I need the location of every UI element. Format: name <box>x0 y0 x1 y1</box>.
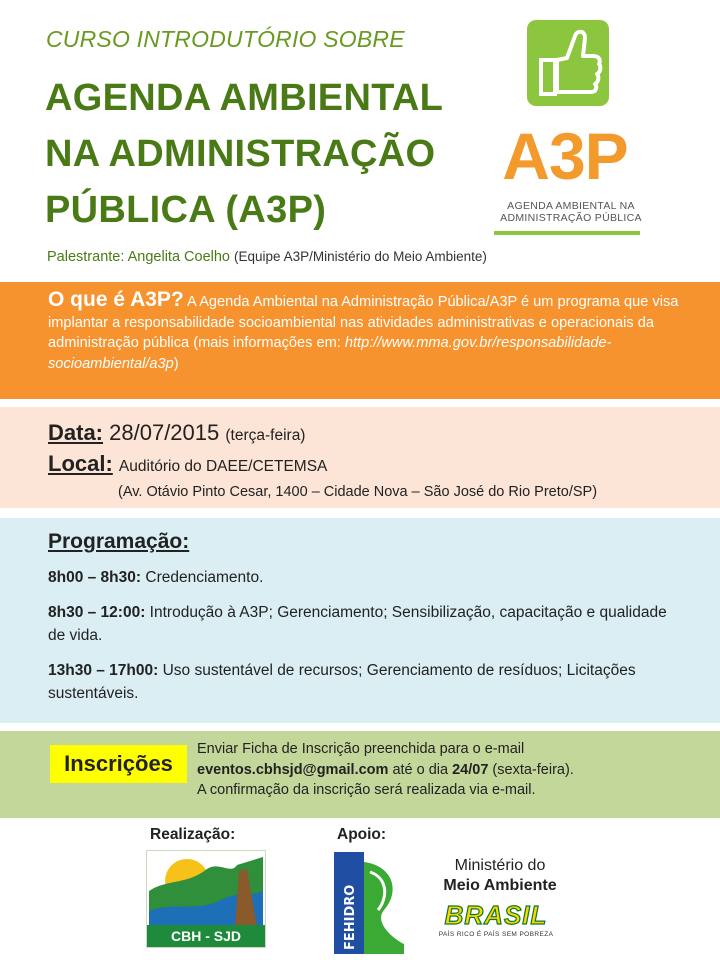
registration-mid: até o dia <box>388 761 453 778</box>
thumbs-up-icon <box>527 20 609 106</box>
about-section <box>0 282 720 399</box>
location-address: (Av. Otávio Pinto Cesar, 1400 – Cidade Nova – São José do Rio Preto/SP) <box>118 484 598 500</box>
a3p-caption <box>496 200 646 224</box>
title-line-2: NA ADMINISTRAÇÃO <box>45 133 436 175</box>
registration-end: (sexta-feira). <box>488 761 574 778</box>
fehidro-name: FEHIDRO <box>343 884 358 950</box>
location-value: Auditório do DAEE/CETEMSA <box>118 458 328 475</box>
program-section <box>0 518 720 723</box>
date-value: 28/07/2015 <box>109 420 220 445</box>
program-time: 8h30 – 12:00: <box>48 604 146 621</box>
title-line-3: PÚBLICA (A3P) <box>45 189 327 231</box>
course-subtitle: CURSO INTRODUTÓRIO SOBRE <box>46 26 405 52</box>
speaker-affiliation: (Equipe A3P/Ministério do Meio Ambiente) <box>234 249 487 264</box>
about-close: ) <box>173 355 179 372</box>
fehidro-logo <box>334 852 406 954</box>
cbh-name: CBH - SJD <box>147 925 265 947</box>
program-time: 13h30 – 17h00: <box>48 662 159 679</box>
header <box>0 0 720 282</box>
speaker <box>47 249 487 265</box>
registration-email[interactable]: eventos.cbhsjd@gmail.com <box>197 761 389 778</box>
mma-line-1: Ministério do <box>454 857 546 874</box>
program-item <box>48 659 680 705</box>
program-heading: Programação: <box>48 530 190 553</box>
speaker-name: Palestrante: Angelita Coelho <box>47 249 230 265</box>
date-row <box>48 419 720 450</box>
program-time: 8h00 – 8h30: <box>48 569 142 586</box>
a3p-underline <box>494 231 640 235</box>
program-item <box>48 566 680 589</box>
date-weekday: (terça-feira) <box>225 427 306 444</box>
program-text: Introdução à A3P; Gerenciamento; Sensibilização, capacitação e qualidade de vida. <box>48 604 667 644</box>
brasil-word: BRASIL <box>444 900 548 930</box>
a3p-caption-line-1: AGENDA AMBIENTAL NA <box>507 200 635 212</box>
program-text: Credenciamento. <box>141 569 264 586</box>
about-link[interactable]: http://www.mma.gov.br/responsabilidade-socioambiental/a3p <box>48 335 612 372</box>
registration-section <box>0 731 720 818</box>
about-question: O que é A3P? <box>48 288 184 311</box>
title-line-1: AGENDA AMBIENTAL <box>45 77 444 119</box>
a3p-logo <box>490 20 640 242</box>
location-row <box>48 450 720 481</box>
registration-line-3: A confirmação da inscrição será realizada via e-mail. <box>197 782 536 798</box>
about-text: A Agenda Ambiental na Administração Pública/A3P é um programa que visa implantar a responsabilidade socioambiental nas atividades administrativas e operacionais da administração pública (mais informações em: <box>48 294 679 351</box>
program-item <box>48 601 680 647</box>
realizacao-label: Realização: <box>150 826 236 843</box>
program-text: Uso sustentável de recursos; Gerenciamento de resíduos; Licitações sustentáveis. <box>48 662 636 702</box>
a3p-caption-line-2: ADMINISTRAÇÃO PÚBLICA <box>500 212 642 224</box>
location-label: Local: <box>48 451 113 476</box>
cbh-sjd-logo <box>146 850 266 948</box>
brasil-slogan: PAÍS RICO É PAÍS SEM POBREZA <box>438 931 554 938</box>
registration-deadline: 24/07 <box>452 761 489 778</box>
cbh-landscape-icon <box>147 851 265 927</box>
apoio-label: Apoio: <box>337 826 387 843</box>
registration-line-1: Enviar Ficha de Inscrição preenchida para o e-mail <box>197 741 525 757</box>
mma-logo <box>420 856 580 896</box>
footer <box>0 818 720 960</box>
course-title <box>45 70 443 238</box>
brasil-logo <box>435 900 557 940</box>
registration-text <box>197 739 574 801</box>
registration-badge: Inscrições <box>50 745 187 783</box>
event-details <box>0 407 720 508</box>
date-label: Data: <box>48 420 104 445</box>
mma-line-2: Meio Ambiente <box>443 877 557 894</box>
registration-line-2 <box>197 760 574 781</box>
a3p-acronym: A3P <box>502 119 628 193</box>
